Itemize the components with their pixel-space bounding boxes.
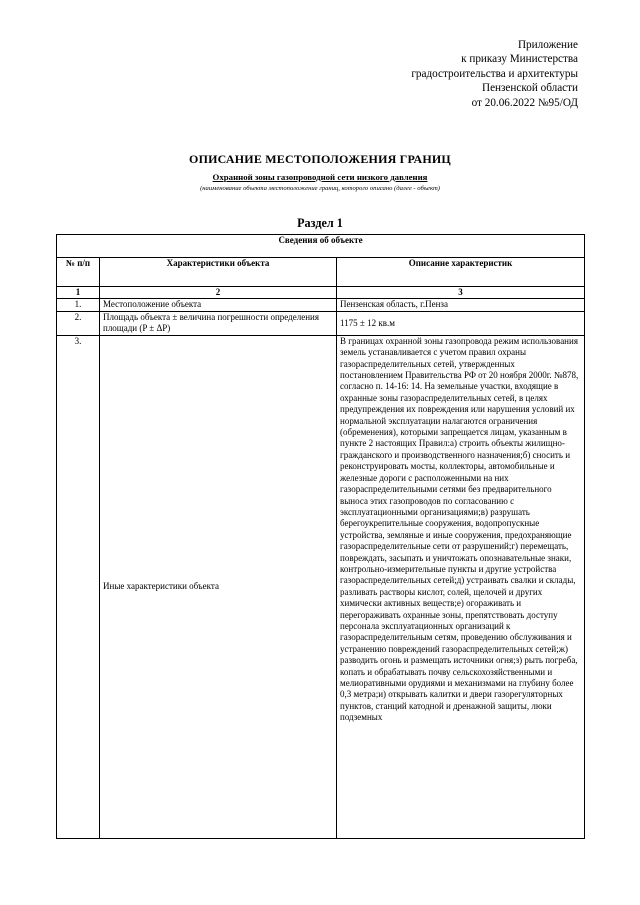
document-title: ОПИСАНИЕ МЕСТОПОЛОЖЕНИЯ ГРАНИЦ — [189, 152, 451, 166]
appendix-line: от 20.06.2022 №95/ОД — [471, 96, 578, 109]
table-row — [57, 335, 585, 838]
row-description-cell — [337, 335, 585, 838]
column-header-number: № п/п — [57, 258, 100, 287]
appendix-line: к приказу Министерства — [461, 53, 578, 66]
appendix-block — [411, 38, 578, 110]
table-row — [57, 299, 585, 311]
row-description: В границах охранной зоны газопровода режим использования земель устанавливается с учетом правил охраны газораспределительных сетей, утвержденных постановлением Правительства РФ от 20 ноября 2000г. №878, согласно п. 14-16: 14. На земельные участки, входящие в охранные зоны газораспределительных сетей, в целях предупреждения их повреждения или нарушения условий их нормальной эксплуатации налагаются ограничения (обременения), которыми запрещается лицам, указанным в пункте 2 настоящих Правил:а) строить объекты жилищно-гражданского и производственного назначения;б) сносить и реконструировать мосты, коллекторы, автомобильные и железные дороги с расположенными на них газораспределительными сетями без предварительного выноса этих газопроводов по согласованию с эксплуатационными организациями;в) разрушать берегоукрепительные сооружения, водопропускные устройства, земляные и иные сооружения, предохраняющие газораспределительные сети от разрушений;г) перемещать, повреждать, засыпать и уничтожать опознавательные знаки, контрольно-измерительные пункты и другие устройства газораспределительных сетей;д) устраивать свалки и склады, разливать растворы кислот, солей, щелочей и других химически активных веществ;е) огораживать и перегораживать охранные зоны, препятствовать доступу персонала эксплуатационных организаций к газораспределительным сетям, проведению обслуживания и устранению повреждений газораспределительных сетей;ж) разводить огонь и размещать источники огня;з) рыть погреба, копать и обрабатывать почву сельскохозяйственными и мелиоративными орудиями и механизмами на глубину более 0,3 метра;и) открывать калитки и двери газорегуляторных пунктов, станций катодной и дренажной защиты, люки подземных — [340, 335, 579, 723]
column-number: 1 — [57, 287, 100, 299]
row-description: Пензенская область, г.Пенза — [337, 299, 585, 311]
object-info-table — [56, 234, 585, 839]
table-row — [57, 311, 585, 335]
row-characteristic: Площадь объекта ± величина погрешности определения площади (P ± ΔP) — [100, 311, 337, 335]
object-name: Охранной зоны газопроводной сети низкого давления — [212, 172, 428, 182]
appendix-line: Приложение — [517, 39, 578, 51]
row-number: 3. — [57, 335, 100, 838]
table-heading: Сведения об объекте — [57, 235, 585, 258]
appendix-line: Пензенской области — [481, 82, 578, 95]
column-header-characteristic: Характеристики объекта — [100, 258, 337, 287]
object-name-caption: (наименование объекта местоположение границ, которого описано (далее - объект) — [200, 185, 440, 192]
row-description: 1175 ± 12 кв.м — [337, 311, 585, 335]
appendix-line: градостроительства и архитектуры — [411, 67, 578, 80]
column-number-row — [57, 287, 585, 299]
row-characteristic: Местоположение объекта — [100, 299, 337, 311]
row-number: 2. — [57, 311, 100, 335]
row-number: 1. — [57, 299, 100, 311]
section-heading: Раздел 1 — [297, 216, 343, 230]
row-characteristic: Иные характеристики объекта — [100, 335, 337, 838]
column-header-description: Описание характеристик — [337, 258, 585, 287]
column-number: 3 — [337, 287, 585, 299]
table-heading-row — [57, 235, 585, 258]
column-number: 2 — [100, 287, 337, 299]
column-header-row — [57, 258, 585, 287]
